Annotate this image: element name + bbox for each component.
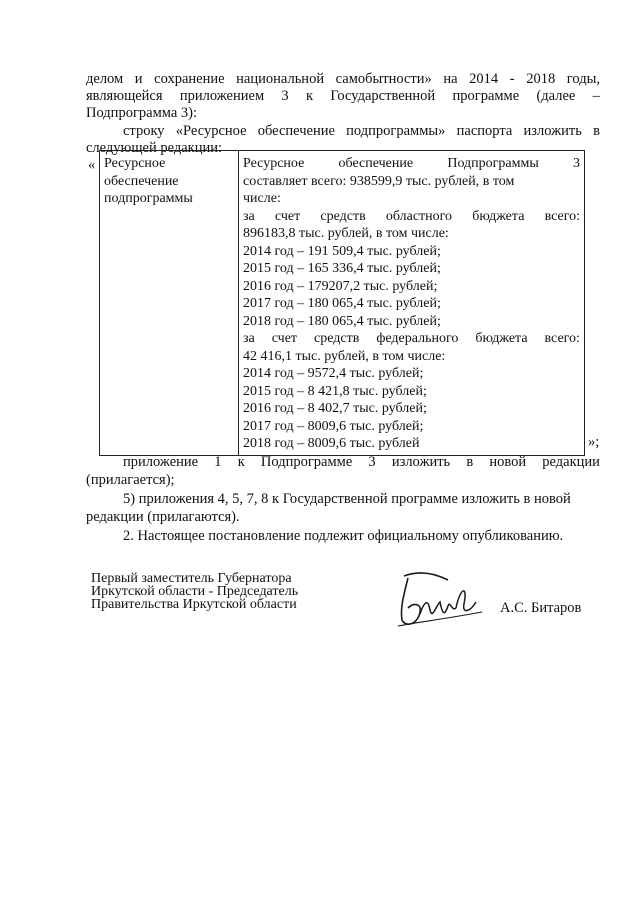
opening-quote: « (88, 157, 96, 173)
word: на (443, 71, 458, 87)
signer-position-line: Иркутской области - Председатель (91, 584, 299, 599)
word: приложение (123, 454, 199, 470)
word: строку (123, 123, 165, 139)
word: годы, (566, 71, 600, 87)
word: приложением (179, 88, 265, 104)
word: к (237, 454, 245, 470)
label-line: обеспечение (104, 173, 179, 189)
word: счет (271, 331, 298, 346)
word: 2018 (526, 71, 556, 87)
word: областного (385, 208, 453, 224)
closing-quote: »; (588, 434, 600, 450)
word: изложить (391, 454, 451, 470)
appendix-line-1 (123, 454, 600, 471)
word: за (243, 208, 255, 224)
word: средств (314, 331, 360, 346)
word: сохранение (154, 71, 225, 87)
word: национальной (236, 71, 325, 87)
regional-year-2015: 2015 год – 165 336,4 тыс. рублей; (243, 261, 441, 276)
word: 3 (368, 454, 376, 470)
signer-position-line: Первый заместитель Губернатора (91, 571, 292, 586)
federal-year-2015: 2015 год – 8 421,8 тыс. рублей; (243, 383, 427, 399)
federal-line-1 (243, 330, 580, 348)
word: к (305, 88, 314, 104)
word: бюджета (475, 331, 528, 346)
resource-label-cell (100, 151, 239, 456)
word: 3 (281, 88, 289, 104)
word: (далее (536, 88, 576, 104)
word: изложить (523, 123, 582, 139)
word: паспорта (456, 123, 513, 139)
word: самобытности» (335, 71, 432, 87)
word: – (592, 88, 600, 104)
federal-year-2014: 2014 год – 9572,4 тыс. рублей; (243, 366, 424, 381)
word: за (243, 331, 255, 346)
word: новой (489, 454, 527, 470)
word: Подпрограмме (260, 454, 353, 470)
word: и (134, 71, 143, 87)
federal-year-2018: 2018 год – 8009,6 тыс. рублей (243, 436, 420, 451)
word: всего: (544, 208, 580, 224)
word: 2014 (469, 71, 499, 87)
total-line-3: числе: (243, 191, 281, 206)
total-line-1 (243, 155, 580, 173)
word: обеспечение (338, 156, 414, 171)
total-line-2: составляет всего: 938599,9 тыс. рублей, в том (243, 173, 515, 189)
federal-year-2016: 2016 год – 8 402,7 тыс. рублей; (243, 401, 427, 416)
word: бюджета (472, 208, 525, 224)
resource-content-cell (239, 151, 585, 456)
appendix-line-2: (прилагается); (86, 472, 175, 488)
federal-line-2: 42 416,1 тыс. рублей, в том числе: (243, 348, 446, 364)
word: программе (452, 88, 520, 104)
federal-year-2017: 2017 год – 8009,6 тыс. рублей; (243, 418, 424, 434)
word: «Ресурсное (175, 123, 247, 139)
intro-line-2 (86, 88, 600, 105)
word: средств (320, 208, 366, 224)
item5-line-2: редакции (прилагаются). (86, 509, 240, 525)
word: всего: (544, 331, 580, 346)
regional-year-2018: 2018 год – 180 065,4 тыс. рублей; (243, 313, 441, 329)
word: 1 (214, 454, 222, 470)
table-row (100, 151, 585, 456)
regional-line-2: 896183,8 тыс. рублей, в том числе: (243, 226, 449, 241)
word: Ресурсное (243, 156, 305, 171)
word: обеспечение (257, 123, 335, 139)
intro-line-3: Подпрограмма 3): (86, 105, 197, 121)
signer-position-line: Правительства Иркутской области (91, 597, 297, 612)
word: - (509, 71, 515, 87)
resource-table (99, 150, 585, 456)
intro-line-1 (86, 71, 600, 88)
handwritten-signature (390, 568, 490, 636)
item2-text: 2. Настоящее постановление подлежит официальному опубликованию. (123, 528, 564, 544)
word: подпрограммы» (346, 123, 446, 139)
regional-year-2016: 2016 год – 179207,2 тыс. рублей; (243, 278, 438, 294)
word: в (466, 454, 474, 470)
regional-year-2017: 2017 год – 180 065,4 тыс. рублей; (243, 296, 441, 311)
word: 3 (572, 156, 580, 171)
word: делом (86, 71, 124, 87)
label-line: подпрограммы (104, 191, 193, 206)
regional-line-1 (243, 208, 580, 226)
word: Подпрограммы (447, 156, 539, 171)
word: редакции (542, 454, 600, 470)
word: Государственной (330, 88, 436, 104)
signer-name: А.С. Битаров (500, 600, 582, 616)
word: в (593, 123, 600, 139)
word: являющейся (86, 88, 163, 104)
regional-year-2014: 2014 год – 191 509,4 тыс. рублей; (243, 243, 441, 259)
instruction-line-1 (123, 123, 600, 140)
label-line: Ресурсное (104, 156, 166, 171)
item5-line-1: 5) приложения 4, 5, 7, 8 к Государственной программе изложить в новой (123, 491, 571, 507)
word: федерального (376, 331, 459, 346)
instruction-line-2: следующей редакции: (86, 140, 223, 156)
word: счет (274, 208, 301, 224)
